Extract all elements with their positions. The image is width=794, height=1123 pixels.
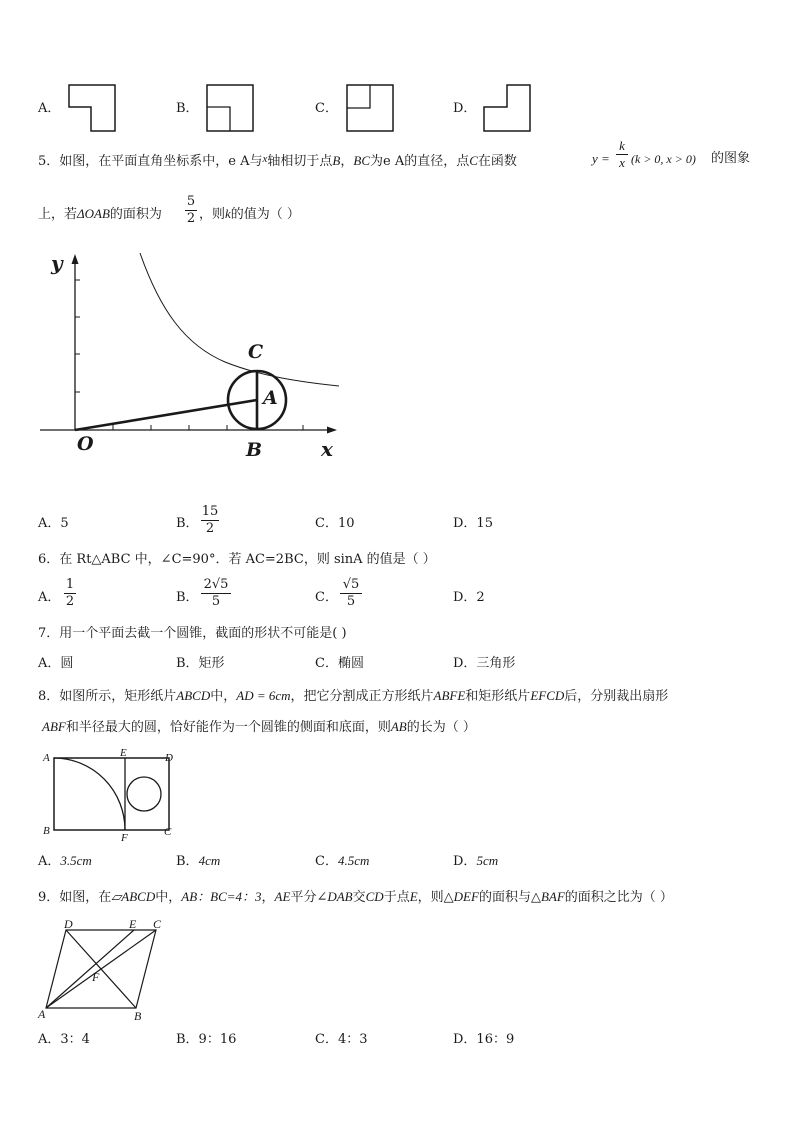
q9-segment-ae: AE <box>274 889 291 904</box>
q4-option-d-figure <box>483 84 533 132</box>
q6-option-d: D．2 <box>453 590 485 605</box>
q8-text: 中， <box>210 689 237 704</box>
q4-option-c-label: C． <box>315 101 338 116</box>
q5-option-b-denominator: 2 <box>205 521 215 536</box>
q9-triangle-baf: BAF <box>540 889 565 904</box>
q9-text: 的面积之比为（ ） <box>564 890 673 905</box>
q8-rect-abcd: ABCD <box>176 688 211 703</box>
q8-text: 8．如图所示，矩形纸片 <box>38 689 177 704</box>
q9-text: 中， <box>155 890 182 905</box>
q9-diagonal-db <box>66 930 136 1008</box>
q5-option-a: A．5 <box>38 516 69 531</box>
q5-x-ticks <box>113 425 303 430</box>
q8-text: 和半径最大的圆，恰好能作为一个圆锥的侧面和底面，则 <box>65 720 391 735</box>
q7-option-c: C．椭圆 <box>315 656 364 671</box>
q8-label-b: B <box>43 825 50 837</box>
q6-option-a-fraction <box>64 578 76 609</box>
q7-option-b: B．矩形 <box>176 656 225 671</box>
q5-segment-bc: BC <box>353 153 370 168</box>
q6-option-c-fraction <box>340 578 362 609</box>
q9-label-c: C <box>153 917 162 931</box>
q9-text: 的面积与△ <box>478 890 541 905</box>
q9-text: 9．如图，在 <box>38 890 112 905</box>
q8-option-c-label: C． <box>315 854 338 869</box>
q6-option-a-denominator: 2 <box>65 594 75 609</box>
q8-option-a-value: 3.5cm <box>60 853 92 868</box>
q5-function-condition: (k > 0, x > 0) <box>631 152 696 166</box>
q5-area-numerator: 5 <box>186 194 196 209</box>
q8-option-b-value: 4cm <box>198 853 221 868</box>
q8-rect-efcd: EFCD <box>530 688 565 703</box>
q8-option-d-label: D． <box>453 854 477 869</box>
q9-option-a: A．3：4 <box>38 1032 90 1047</box>
q5-label-x: x <box>321 437 333 461</box>
q8-label-a: A <box>43 752 50 764</box>
q9-text: 平分∠ <box>290 890 328 905</box>
q9-angle-dab: DAB <box>327 889 353 904</box>
q5-y-arrow <box>72 254 79 264</box>
q5-function-numerator: k <box>619 138 625 153</box>
q8-option-c-value: 4.5cm <box>337 853 370 868</box>
q5-label-a: A <box>263 387 278 409</box>
q5-option-b-numerator: 15 <box>201 504 219 519</box>
q5-option-d: D．15 <box>453 516 493 531</box>
q5-text-graph: 的图象 <box>711 151 751 166</box>
q5-circle-a: e A <box>383 154 405 169</box>
q9-parallelogram: ▱ABCD <box>111 889 156 904</box>
q9-label-f: F <box>92 970 100 984</box>
q5-option-b-label: B． <box>176 516 199 531</box>
q5-hyperbola <box>140 253 339 386</box>
q8-stem-line2 <box>42 719 476 736</box>
q8-text: 的长为（ ） <box>406 720 476 735</box>
q5-label-b: B <box>246 439 263 461</box>
q5-k: k <box>225 206 231 221</box>
q5-figure <box>35 250 345 465</box>
q9-figure <box>36 918 171 1024</box>
q5-text: 在函数 <box>477 154 517 169</box>
q9-segment-cd: CD <box>365 889 384 904</box>
q8-square-abfe: ABFE <box>433 688 466 703</box>
q8-label-c: C <box>164 826 172 838</box>
q8-option-b-label: B． <box>176 854 199 869</box>
q9-label-d: D <box>64 917 73 931</box>
q5-text: ，则 <box>199 207 226 222</box>
q8-stem-line1 <box>38 688 668 705</box>
q9-option-d: D．16：9 <box>453 1032 515 1047</box>
q9-point-e: E <box>409 889 418 904</box>
q5-stem-line2 <box>38 206 162 223</box>
q8-text: 和矩形纸片 <box>465 689 531 704</box>
q5-y-ticks <box>75 280 80 392</box>
q5-option-b-fraction <box>201 505 219 536</box>
q5-text: 的值为（ ） <box>230 207 300 222</box>
q5-point-b: B <box>332 153 341 168</box>
q7-option-d: D．三角形 <box>453 656 516 671</box>
q5-function-fraction <box>616 139 628 170</box>
q8-text: 后，分别裁出扇形 <box>564 689 669 704</box>
q5-area-fraction <box>185 195 197 226</box>
q8-text: ，把它分割成正方形纸片 <box>290 689 434 704</box>
q9-label-b: B <box>134 1009 142 1023</box>
q9-text: ， <box>261 890 275 905</box>
q5-text: 轴相切于点 <box>267 154 333 169</box>
q4-option-d-label: D． <box>453 101 477 116</box>
q5-label-o: O <box>77 433 94 455</box>
q8-sector-abf: ABF <box>42 719 66 734</box>
q5-text: 上，若 <box>38 207 78 222</box>
q5-option-c: C．10 <box>315 516 355 531</box>
q6-option-c-label: C． <box>315 590 338 605</box>
q6-option-b-denominator: 5 <box>211 594 221 609</box>
q5-point-c: C <box>469 153 478 168</box>
q4-option-b-figure <box>206 84 256 132</box>
q6-option-c-numerator: √5 <box>342 577 360 592</box>
q9-text: ，则△ <box>417 890 454 905</box>
q8-segment-ab: AB <box>390 719 407 734</box>
q8-option-d-value: 5cm <box>476 853 499 868</box>
q5-label-c: C <box>248 341 264 363</box>
q5-triangle-oab: ΔOAB <box>77 206 110 221</box>
q5-label-y: y <box>51 251 63 275</box>
q5-text: ， <box>340 154 354 169</box>
q5-area-denominator: 2 <box>186 211 196 226</box>
q8-circle <box>127 777 161 811</box>
q5-circle-a: e A与 <box>228 154 263 169</box>
q5-x-symbol: x <box>262 153 268 165</box>
q5-number: 5．如图，在平面直角坐标系中， <box>38 154 229 169</box>
q5-x-arrow <box>327 427 337 434</box>
q6-option-b-numerator: 2√5 <box>203 577 229 592</box>
q8-option-c <box>315 853 369 870</box>
q4-option-c-figure <box>346 84 396 132</box>
q8-label-f: F <box>121 832 128 844</box>
q9-stem <box>38 889 673 906</box>
q6-option-a-label: A． <box>38 590 61 605</box>
q8-option-a <box>38 853 92 870</box>
q4-option-a-figure <box>68 84 118 132</box>
q5-function-y: y = <box>592 151 610 166</box>
q9-ratio: AB：BC=4：3 <box>181 889 262 904</box>
q9-label-a: A <box>38 1007 46 1021</box>
q8-label-e: E <box>120 747 127 759</box>
q5-text: 的直径，点 <box>404 154 470 169</box>
q7-option-a: A．圆 <box>38 656 74 671</box>
q9-segment-ae-line <box>46 930 134 1008</box>
q6-stem: 6．在 Rt△ABC 中，∠C=90°．若 AC=2BC，则 sinA 的值是（ ） <box>38 552 436 567</box>
q8-figure <box>38 747 183 844</box>
q9-label-e: E <box>129 917 137 931</box>
q8-sector-arc <box>54 758 125 830</box>
q6-option-b-fraction <box>201 578 231 609</box>
q8-option-d <box>453 853 498 870</box>
q7-stem: 7．用一个平面去截一个圆锥，截面的形状不可能是( ) <box>38 626 347 641</box>
q9-text: 交 <box>352 890 366 905</box>
q4-option-a-label: A． <box>38 101 61 116</box>
q4-option-b-label: B． <box>176 101 199 116</box>
q9-triangle-def: DEF <box>453 889 479 904</box>
q5-stem-line2-end <box>199 206 300 223</box>
q8-option-a-label: A． <box>38 854 61 869</box>
q9-option-b: B．9：16 <box>176 1032 237 1047</box>
q5-stem-line1 <box>38 151 517 170</box>
q5-text: 的面积为 <box>109 207 162 222</box>
q9-text: 于点 <box>383 890 410 905</box>
q8-label-d: D <box>165 752 173 764</box>
q5-text: 为 <box>370 154 384 169</box>
q9-option-c: C．4：3 <box>315 1032 368 1047</box>
q8-rect-abcd-shape <box>54 758 169 830</box>
q5-function-denominator: x <box>619 155 625 170</box>
q6-option-a-numerator: 1 <box>65 577 75 592</box>
q8-ad-length: AD = 6cm <box>236 688 291 703</box>
q6-option-b-label: B． <box>176 590 199 605</box>
q5-segment-oa <box>75 400 257 430</box>
q8-option-b <box>176 853 220 870</box>
q6-option-c-denominator: 5 <box>346 594 356 609</box>
